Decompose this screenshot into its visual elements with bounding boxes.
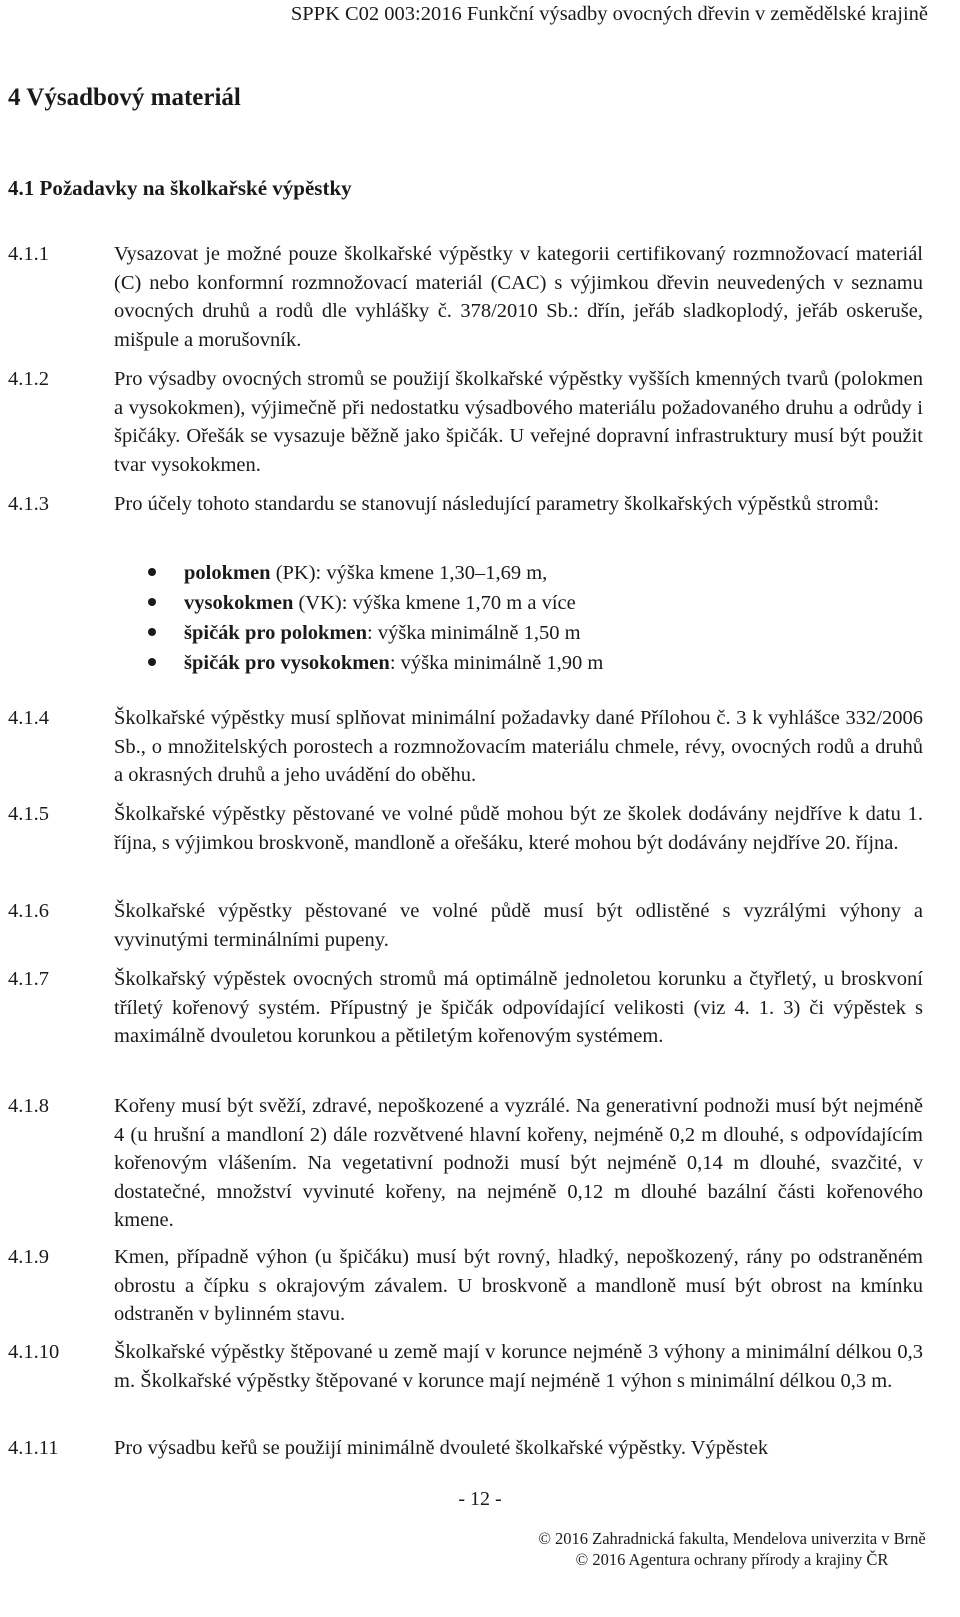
bullet-icon [148,628,156,636]
item-body: Školkařské výpěstky štěpované u země mají v korunce nejméně 3 výhony a minimální délkou 0,3 m. Školkařské výpěstky štěpované v korunce mají nejméně 1 výhon s minimální délkou 0,3 m. [114,1341,923,1392]
item-number: 4.1.2 [8,368,49,390]
item-number: 4.1.4 [8,707,49,729]
list-item [148,618,603,648]
item-text: Školkařské výpěstky musí splňovat minimální požadavky dané Přílohou č. 3 k vyhlášce 332/2006 Sb. [114,707,923,758]
list-desc: (VK): výška kmene 1,70 m a více [293,592,576,614]
footer-line: © 2016 Agentura ochrany přírody a krajiny ČR [575,1550,889,1569]
paragraph-item [8,240,923,354]
item-body: Kořeny musí být svěží, zdravé, nepoškozené a vyzrálé. Na generativní podnoži musí být nejméně 4 (u hrušní a mandloní 2) dále rozvětvené hlavní kořeny, nejméně 0,2 m dlouhé, s odpovídajícím kořenovým vlášením. Na vegetativní podnoži musí být nejméně 0,14 m dlouhé, svazčité, v dostatečné, množství vyvinuté kořeny, na nejméně 0,12 m dlouhé bazální části kořenového kmene. [114,1095,923,1232]
list-desc: : výška minimálně 1,90 m [389,652,604,674]
list-term: špičák pro vysokokmen [184,652,390,674]
bullet-icon [148,568,156,576]
list-item [148,648,603,678]
parameter-list [148,558,603,678]
paragraph-item [8,365,923,479]
item-body: Kmen, případně výhon (u špičáku) musí být rovný, hladký, nepoškozený, rány po odstraněném obrostu a čípku s okrajovým závalem. U broskvoně a mandloně musí být obrost na kmínku odstraněn v bylinném stavu. [114,1246,923,1326]
paragraph-item [8,704,923,790]
paragraph-item [8,1434,923,1463]
item-number: 4.1.5 [8,803,49,825]
item-number: 4.1.1 [8,243,49,265]
list-item [148,588,603,618]
footer-line: © 2016 Zahradnická fakulta, Mendelova univerzita v Brně [538,1529,926,1548]
list-term: polokmen [184,562,271,584]
list-item [148,558,603,588]
item-body [114,240,923,354]
item-number: 4.1.9 [8,1246,49,1268]
bullet-icon [148,598,156,606]
paragraph-item [8,490,923,519]
copyright-footer [532,1528,932,1570]
item-body: Pro výsadby ovocných stromů se použijí školkařské výpěstky vyšších kmenných tvarů (polokmen a vysokokmen), výjimečně při nedostatku výsadbového materiálu požadovaného druhu a odrůdy i špičáky. Ořešák se vysazuje běžně jako špičák. U veřejné dopravní infrastruktury musí být použit tvar vysokokmen. [114,368,923,476]
item-body: Školkařské výpěstky pěstované ve volné půdě mohou být ze školek dodávány nejdříve k datu 1. října, s výjimkou broskvoně, mandloně a ořešáku, které mohou být dodávány nejdříve 20. října. [114,803,923,854]
item-text-cont: , o množitelských porostech a rozmnožovacím materiálu chmele, révy, ovocných rodů a druhů a okrasných druhů a jeho uvádění do oběhu. [114,735,923,787]
bullet-icon [148,658,156,666]
list-term: vysokokmen [184,592,294,614]
item-body: Školkařský výpěstek ovocných stromů má optimálně jednoletou korunku a čtyřletý, u broskvoní tříletý kořenový systém. Přípustný je špičák odpovídající velikosti (viz 4. 1. 3) či výpěstek s maximálně dvouletou korunkou a pětiletým kořenovým systémem. [114,968,923,1048]
paragraph-item [8,1092,923,1235]
paragraph-item [8,897,923,954]
paragraph-item [8,965,923,1051]
item-text: Vysazovat je možné pouze školkařské výpěstky v kategorii certifikovaný rozmnožovací materiál (C) nebo konformní rozmnožovací materiál (CAC) s výjimkou dřevin neuvedených v seznamu ovocných druhů a rodů dle vyhlášky č. 378/2010 Sb. [114,243,923,323]
paragraph-item [8,800,923,857]
paragraph-item [8,1243,923,1329]
item-number: 4.1.7 [8,968,49,990]
running-header: SPPK C02 003:2016 Funkční výsadby ovocných dřevin v zemědělské krajině [290,3,928,25]
item-number: 4.1.6 [8,900,49,922]
item-number: 4.1.11 [8,1437,59,1459]
item-body: Školkařské výpěstky pěstované ve volné půdě musí být odlistěné s vyzrálými výhony a vyvinutými terminálními pupeny. [114,900,923,951]
list-desc: : výška minimálně 1,50 m [367,622,581,644]
item-body: Pro účely tohoto standardu se stanovují následující parametry školkařských výpěstků stromů: [114,493,880,515]
item-body [114,704,923,790]
list-term: špičák pro polokmen [184,622,368,644]
paragraph-item [8,1338,923,1395]
item-text-cont: : dřín, jeřáb sladkoplodý, jeřáb oskeruše, mišpule a morušovník. [114,300,924,351]
item-number: 4.1.10 [8,1341,60,1363]
item-body: Pro výsadbu keřů se použijí minimálně dvouleté školkařské výpěstky. Výpěstek [114,1437,769,1459]
list-desc: (PK): výška kmene 1,30–1,69 m, [270,562,548,584]
item-number: 4.1.3 [8,493,49,515]
item-number: 4.1.8 [8,1095,49,1117]
section-heading: 4 Výsadbový materiál [8,84,241,111]
subsection-heading: 4.1 Požadavky na školkařské výpěstky [8,176,352,200]
page-number: - 12 - [458,1488,502,1510]
